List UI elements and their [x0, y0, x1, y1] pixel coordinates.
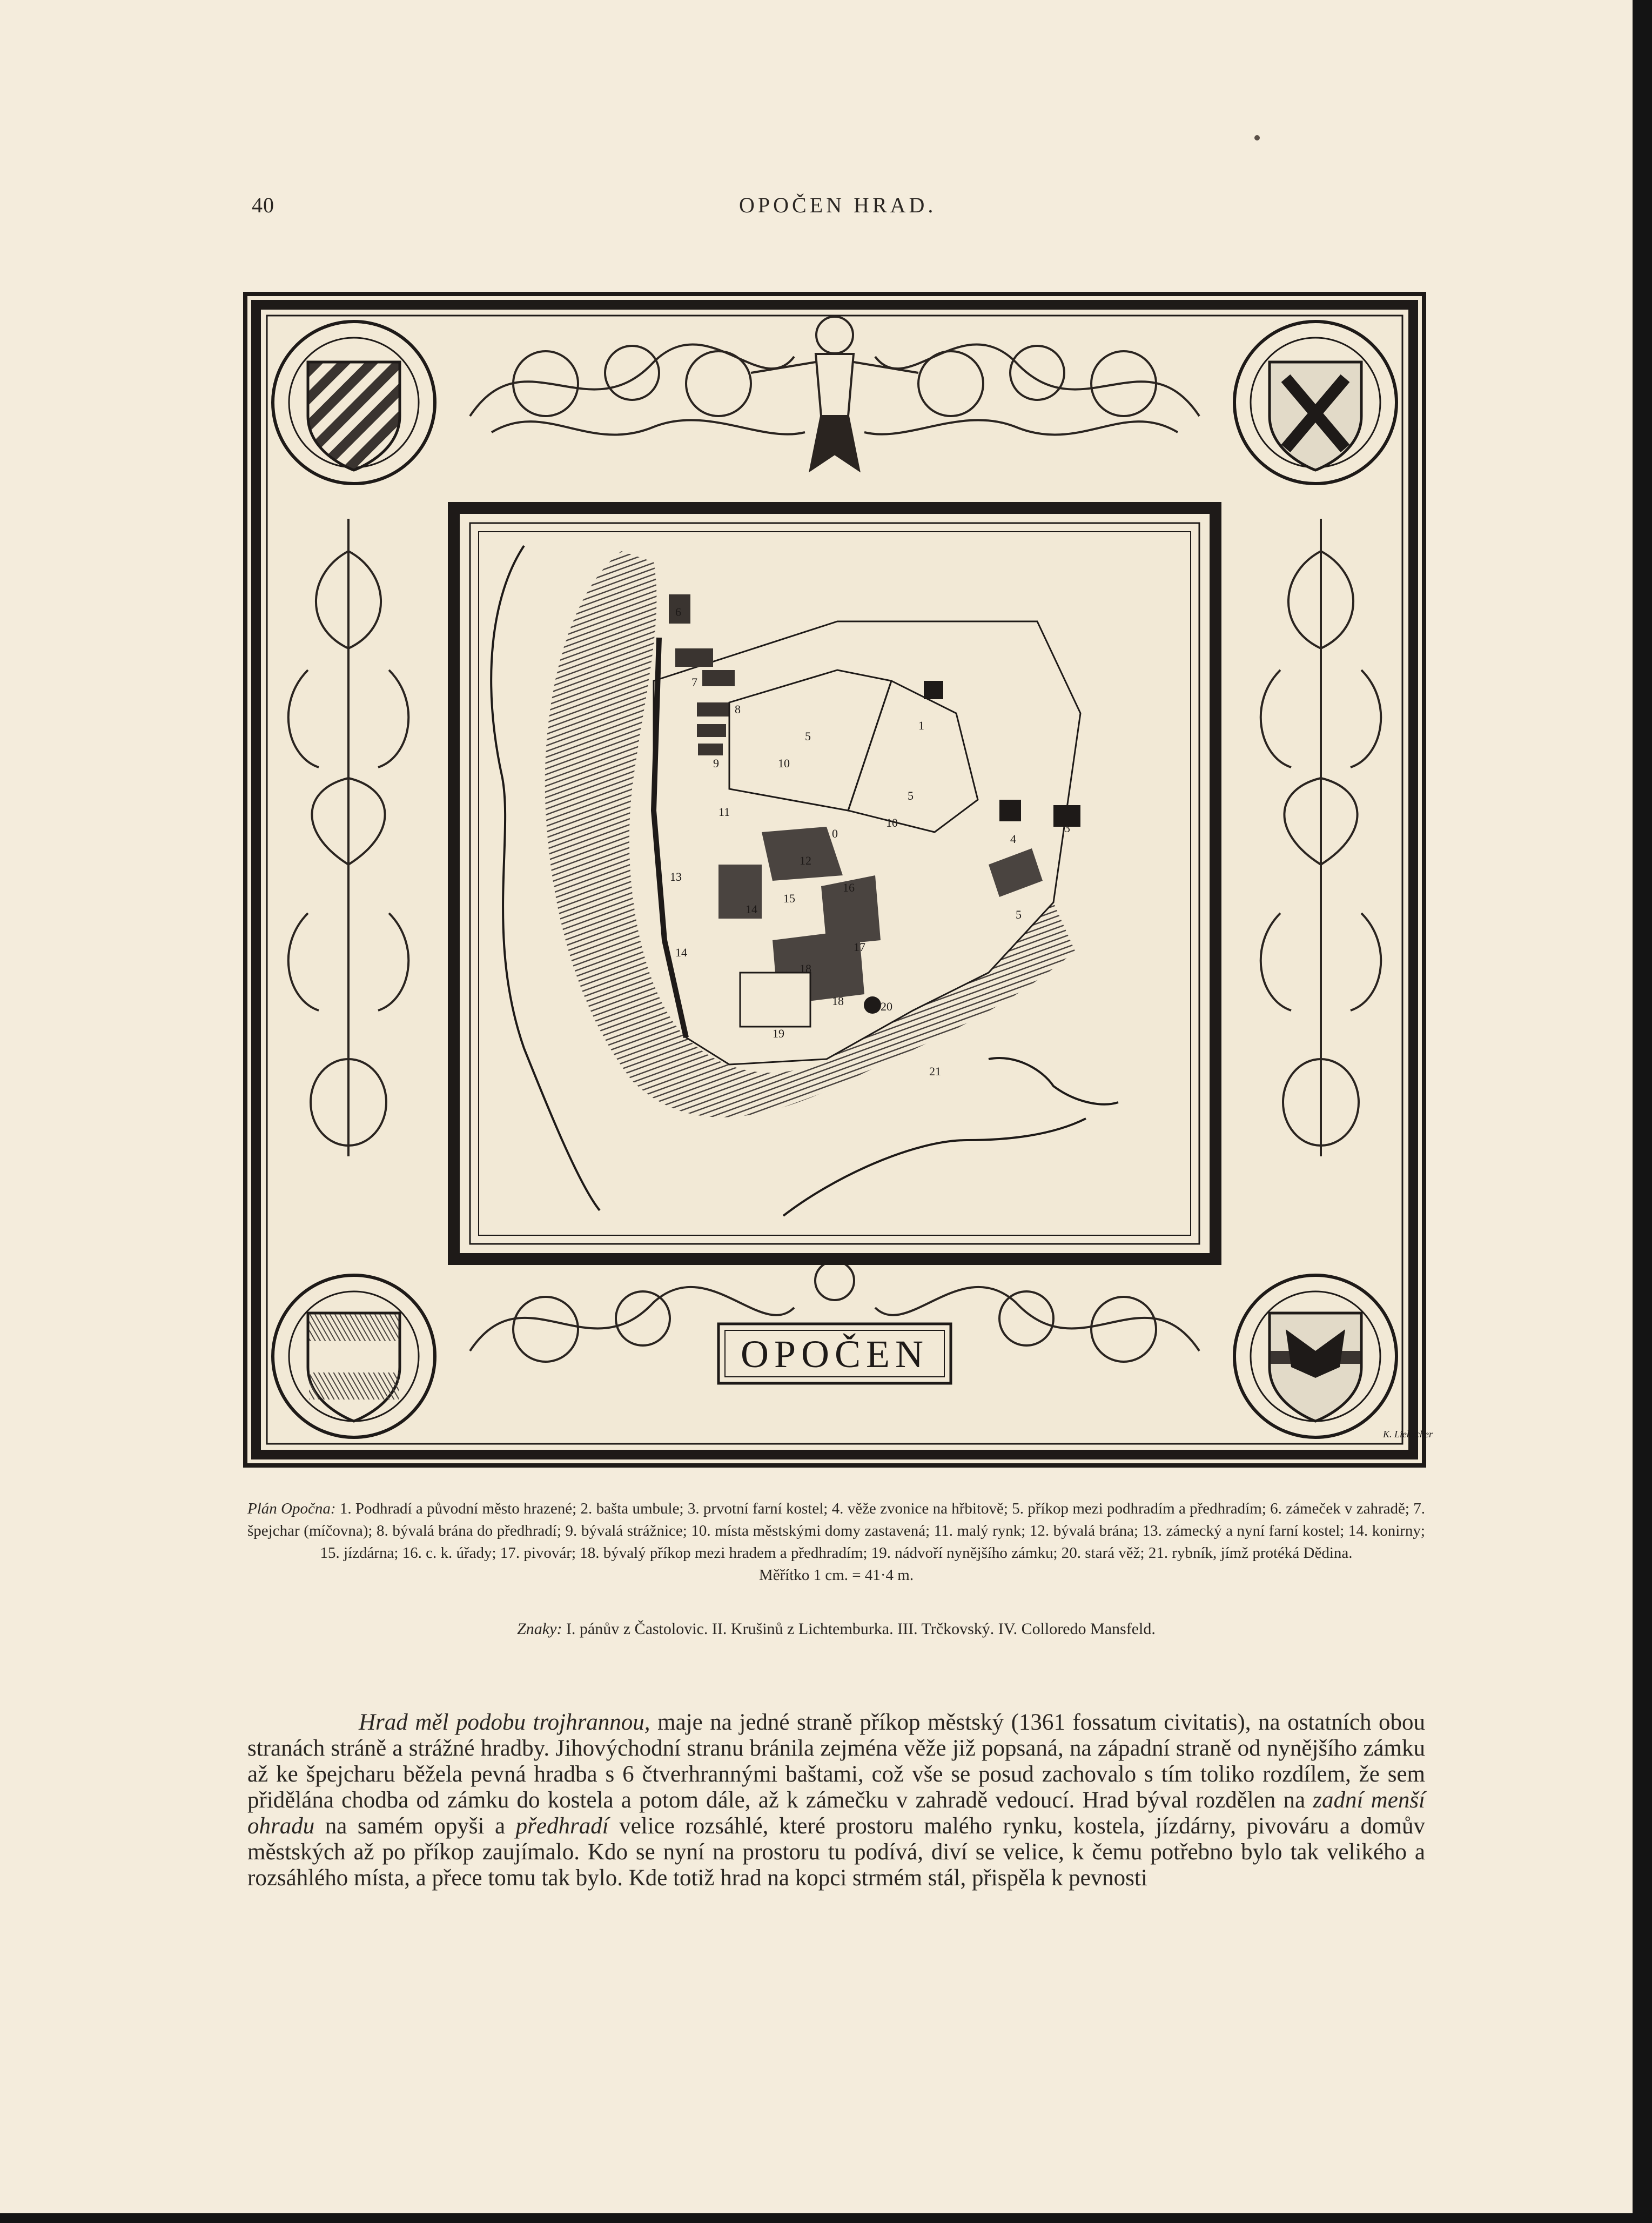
running-title: OPOČEN HRAD.: [739, 193, 937, 217]
text-run: na samém opyši a: [314, 1813, 516, 1839]
svg-text:4: 4: [1010, 832, 1016, 846]
svg-text:0: 0: [832, 827, 838, 840]
plate-engraving: [243, 292, 1433, 1468]
plate-caption: [247, 1498, 1425, 1586]
caption-legend: 1. Podhradí a původní město hrazené; 2. bašta umbule; 3. prvotní farní kostel; 4. věže zvonice na hřbitově; 5. příkop mezi podhradím a předhradím; 6. zámeček v zahradě; 7. špejchar (míčovna); 8. bývalá brána do předhradí; 9. bývalá strážnice; 10. místa městskými domy zastavená; 11. malý rynk; 12. bývalá brána; 13. zámecký a nyní farní kostel; 14. konirny; 15. jízdárna; 16. c. k. úřady; 17. pivovár; 18. bývalý příkop mezi hradem a předhradím; 19. nádvoří nynějšího zámku; 20. stará věž; 21. rybník, jímž protéká Dědina.: [247, 1500, 1425, 1562]
arms-lead: Znaky:: [517, 1620, 562, 1638]
svg-text:11: 11: [718, 805, 730, 819]
svg-text:12: 12: [800, 854, 811, 867]
svg-text:15: 15: [783, 892, 795, 905]
svg-text:7: 7: [691, 675, 697, 689]
ink-speck: [1254, 135, 1260, 140]
page-number: 40: [252, 193, 274, 217]
arms-text: I. pánův z Častolovic. II. Krušinů z Lichtemburka. III. Trčkovský. IV. Colloredo Mansfeld.: [562, 1620, 1156, 1638]
text-run: maje na jedné straně příkop městský (1361 fossatum civitatis), na ostatních obou stranách stráně a strážné hradby. Jihovýchodní stranu bránila zejména věže již popsaná, na západní straně od nynějšího zámku až ke špejcharu běžela pevná hradba s 6 čtverhrannými baštami, což vše se posud zachovalo s tím toliko rozdílem, že sem přidělána chodba od zámku do kostela a potom dále, až k zámečku v zahradě vedoucí. Hrad býval rozdělen na: [247, 1710, 1426, 1813]
svg-text:2: 2: [929, 681, 935, 694]
svg-text:16: 16: [843, 881, 855, 894]
body-paragraph: [247, 1710, 1425, 1891]
svg-text:5: 5: [1016, 908, 1022, 921]
svg-text:14: 14: [746, 902, 757, 916]
svg-text:18: 18: [832, 994, 844, 1008]
caption-lead: Plán Opočna:: [247, 1500, 336, 1517]
svg-text:5: 5: [805, 729, 811, 743]
svg-text:3: 3: [1064, 821, 1070, 835]
svg-text:18: 18: [800, 962, 811, 975]
scan-edge-right: [1633, 0, 1652, 2223]
text-run: velice rozsáhlé, které prostoru malého rynku, kostela, jízdárny, pivováru a domův městských až po příkop zaujímalo. Kdo se nyní na prostoru tu podívá, diví se velice, k čemu potřebno bylo tak velikého a rozsáhlého místa, a přece tomu tak bylo. Kde totiž hrad na kopci strmém stál, přispěla k pevnosti: [247, 1813, 1425, 1891]
emphasis: Hrad měl podobu trojhrannou,: [359, 1710, 650, 1735]
paragraph: [247, 1710, 1425, 1891]
svg-text:6: 6: [675, 605, 681, 619]
caption-scale: Měřítko 1 cm. = 41·4 m.: [758, 1566, 914, 1584]
arms-legend: [247, 1620, 1425, 1638]
engraved-plate: [243, 292, 1433, 1468]
svg-text:1: 1: [918, 719, 924, 732]
svg-text:19: 19: [773, 1027, 784, 1040]
banner-text: OPOČEN: [740, 1333, 929, 1376]
svg-text:5: 5: [908, 789, 914, 802]
svg-text:10: 10: [886, 816, 898, 829]
svg-text:17: 17: [854, 940, 865, 954]
svg-text:8: 8: [735, 702, 741, 716]
engraver-signature: K. Liebscher: [1383, 1429, 1433, 1439]
svg-text:10: 10: [778, 756, 790, 770]
svg-text:9: 9: [713, 756, 719, 770]
scan-edge-bottom: [0, 2213, 1652, 2223]
emphasis: zadní menší ohradu: [247, 1787, 1425, 1839]
svg-text:20: 20: [881, 1000, 892, 1013]
svg-text:21: 21: [929, 1064, 941, 1078]
svg-text:13: 13: [670, 870, 682, 883]
emphasis: předhradí: [515, 1813, 609, 1839]
svg-text:14: 14: [675, 946, 687, 959]
